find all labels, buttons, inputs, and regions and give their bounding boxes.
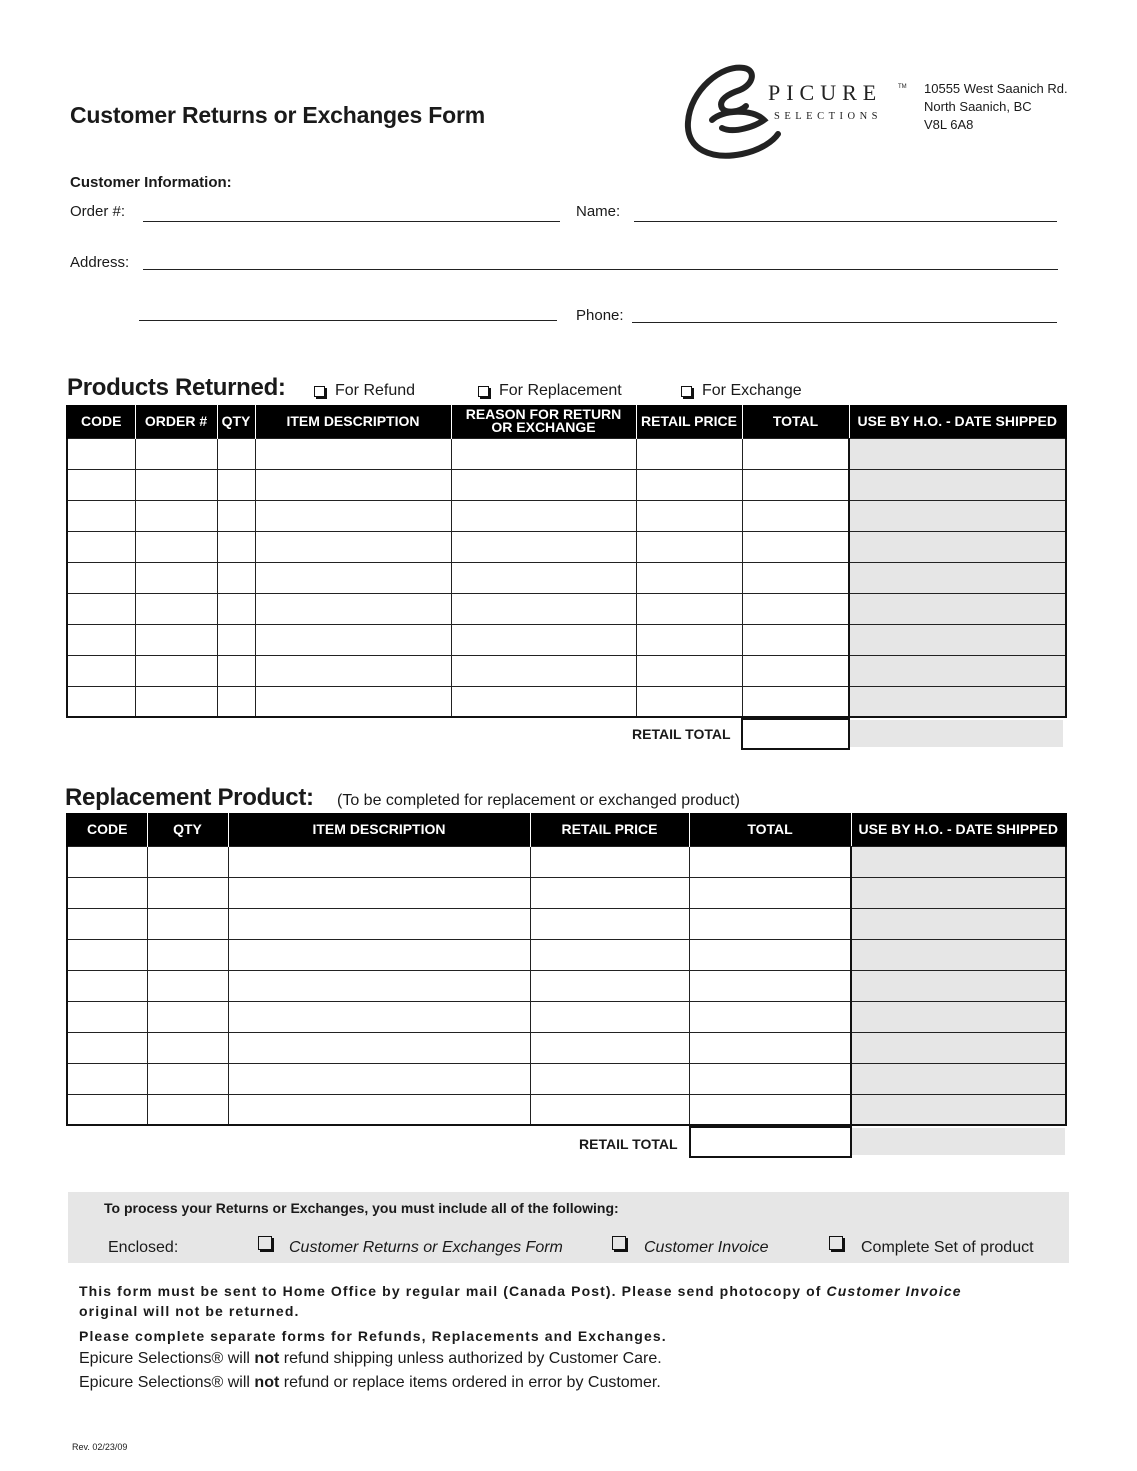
col-header: ORDER # <box>135 405 217 438</box>
col-header: QTY <box>217 405 255 438</box>
col-header: RETAIL PRICE <box>530 813 689 846</box>
table-cell[interactable] <box>67 500 135 531</box>
col-header: USE BY H.O. - DATE SHIPPED <box>851 813 1066 846</box>
table-row <box>67 438 1066 469</box>
table-cell[interactable] <box>228 1032 530 1063</box>
note-original: original will not be returned. <box>79 1303 300 1319</box>
address-line: 10555 West Saanich Rd. <box>924 81 1068 96</box>
table-row <box>67 655 1066 686</box>
table-cell[interactable] <box>135 562 217 593</box>
table-cell[interactable] <box>451 500 636 531</box>
table-cell[interactable] <box>742 593 849 624</box>
col-header: RETAIL PRICE <box>636 405 742 438</box>
table-cell[interactable] <box>135 500 217 531</box>
table-cell[interactable] <box>255 531 451 562</box>
note-invoice: Customer Invoice <box>826 1283 962 1299</box>
table-cell[interactable] <box>530 970 689 1001</box>
table-cell[interactable] <box>67 593 135 624</box>
note-text: This form must be sent to Home Office by regular mail (Canada Post). Please send photocopy of <box>79 1283 827 1299</box>
table-cell[interactable] <box>451 624 636 655</box>
table-row <box>67 877 1066 908</box>
table-row <box>67 1094 1066 1125</box>
table-cell <box>851 1063 1066 1094</box>
table-cell[interactable] <box>135 438 217 469</box>
table-cell[interactable] <box>451 593 636 624</box>
retail-total-field[interactable] <box>689 1126 852 1158</box>
table-cell <box>849 655 1066 686</box>
table-row <box>67 1032 1066 1063</box>
table-cell[interactable] <box>67 531 135 562</box>
table-row <box>67 562 1066 593</box>
note-text: Epicure Selections® will <box>79 1374 255 1391</box>
table-cell[interactable] <box>636 562 742 593</box>
table-cell[interactable] <box>228 1001 530 1032</box>
table-cell[interactable] <box>530 939 689 970</box>
table-cell[interactable] <box>217 469 255 500</box>
table-cell[interactable] <box>217 562 255 593</box>
table-cell[interactable] <box>255 686 451 717</box>
col-header: ITEM DESCRIPTION <box>255 405 451 438</box>
table-cell[interactable] <box>217 655 255 686</box>
table-cell[interactable] <box>636 624 742 655</box>
table-row <box>67 1063 1066 1094</box>
table-cell[interactable] <box>636 686 742 717</box>
name-label: Name: <box>576 203 621 220</box>
table-cell[interactable] <box>689 1032 851 1063</box>
option-label: For Exchange <box>702 382 802 399</box>
table-cell[interactable] <box>742 686 849 717</box>
table-cell[interactable] <box>67 438 135 469</box>
option-refund[interactable] <box>314 382 415 400</box>
order-field[interactable] <box>143 221 560 222</box>
option-exchange[interactable] <box>681 382 802 400</box>
table-cell <box>851 877 1066 908</box>
table-cell <box>851 1094 1066 1125</box>
table-cell[interactable] <box>255 438 451 469</box>
table-cell <box>849 500 1066 531</box>
table-cell[interactable] <box>451 655 636 686</box>
note-text: Epicure Selections® will <box>79 1350 255 1367</box>
col-header: TOTAL <box>689 813 851 846</box>
table-cell[interactable] <box>135 531 217 562</box>
logo-swash <box>688 68 778 156</box>
process-heading: To process your Returns or Exchanges, you must include all of the following: <box>104 1200 619 1216</box>
table-cell[interactable] <box>67 1001 147 1032</box>
table-cell[interactable] <box>451 531 636 562</box>
table-cell[interactable] <box>689 877 851 908</box>
table-cell[interactable] <box>217 438 255 469</box>
table-cell[interactable] <box>742 500 849 531</box>
table-cell <box>849 593 1066 624</box>
checkbox-icon[interactable] <box>829 1236 843 1250</box>
table-cell[interactable] <box>636 531 742 562</box>
table-cell <box>851 908 1066 939</box>
address-line: V8L 6A8 <box>924 117 974 132</box>
table-cell[interactable] <box>255 469 451 500</box>
table-row <box>67 908 1066 939</box>
table-cell[interactable] <box>67 1094 147 1125</box>
note-shipping <box>79 1350 662 1368</box>
note-separate-forms: Please complete separate forms for Refunds, Replacements and Exchanges. <box>79 1328 667 1344</box>
retail-total-label: RETAIL TOTAL <box>579 1136 678 1152</box>
replacement-product-table <box>66 813 1067 1126</box>
ho-use-shade <box>850 720 1063 747</box>
table-cell[interactable] <box>689 1094 851 1125</box>
revision-date: Rev. 02/23/09 <box>72 1442 128 1452</box>
table-cell[interactable] <box>530 1032 689 1063</box>
table-cell[interactable] <box>636 438 742 469</box>
table-cell <box>849 438 1066 469</box>
logo-subtitle: SELECTIONS <box>774 111 882 122</box>
table-cell[interactable] <box>228 1094 530 1125</box>
retail-total-field[interactable] <box>741 718 850 750</box>
phone-field[interactable] <box>632 322 1057 323</box>
table-cell <box>849 469 1066 500</box>
products-returned-table <box>66 405 1067 718</box>
table-cell[interactable] <box>530 1094 689 1125</box>
table-cell[interactable] <box>689 908 851 939</box>
note-bold: not <box>254 1350 280 1367</box>
enclosed-item-invoice: Customer Invoice <box>644 1239 769 1256</box>
table-cell[interactable] <box>147 1032 228 1063</box>
table-cell[interactable] <box>228 970 530 1001</box>
customer-info-heading: Customer Information: <box>70 174 232 191</box>
table-cell[interactable] <box>217 686 255 717</box>
table-cell[interactable] <box>530 908 689 939</box>
table-cell <box>851 939 1066 970</box>
address-field-line1[interactable] <box>143 269 1058 270</box>
table-cell[interactable] <box>451 562 636 593</box>
table-cell[interactable] <box>530 1063 689 1094</box>
col-header: REASON FOR RETURN OR EXCHANGE <box>451 405 636 438</box>
table-cell[interactable] <box>217 624 255 655</box>
table-cell[interactable] <box>689 1063 851 1094</box>
table-cell[interactable] <box>67 686 135 717</box>
table-cell[interactable] <box>451 686 636 717</box>
checkbox-icon[interactable] <box>314 386 325 397</box>
note-text: refund or replace items ordered in error by Customer. <box>279 1374 661 1391</box>
table-row <box>67 970 1066 1001</box>
table-cell[interactable] <box>742 624 849 655</box>
col-header: CODE <box>67 405 135 438</box>
products-returned-heading: Products Returned: <box>67 374 286 401</box>
table-cell[interactable] <box>147 939 228 970</box>
table-cell <box>851 846 1066 877</box>
logo-word: PICURE <box>768 80 883 105</box>
table-cell[interactable] <box>742 531 849 562</box>
note-mail <box>79 1281 962 1301</box>
ho-use-shade <box>852 1128 1065 1155</box>
replacement-note: (To be completed for replacement or exchanged product) <box>337 792 740 809</box>
table-cell[interactable] <box>255 562 451 593</box>
table-cell[interactable] <box>67 970 147 1001</box>
address-line: North Saanich, BC <box>924 99 1032 114</box>
table-cell[interactable] <box>530 1001 689 1032</box>
table-row <box>67 939 1066 970</box>
table-cell <box>849 562 1066 593</box>
checkbox-icon[interactable] <box>478 386 489 397</box>
table-row <box>67 846 1066 877</box>
table-cell[interactable] <box>67 846 147 877</box>
table-cell <box>849 686 1066 717</box>
table-cell[interactable] <box>67 1063 147 1094</box>
table-cell[interactable] <box>255 500 451 531</box>
table-cell[interactable] <box>530 846 689 877</box>
table-row <box>67 469 1066 500</box>
table-cell[interactable] <box>451 438 636 469</box>
col-header: QTY <box>147 813 228 846</box>
table-cell[interactable] <box>217 531 255 562</box>
table-cell[interactable] <box>67 939 147 970</box>
table-row <box>67 593 1066 624</box>
table-cell[interactable] <box>135 469 217 500</box>
enclosed-label: Enclosed: <box>108 1239 179 1256</box>
table-cell <box>851 970 1066 1001</box>
replacement-product-heading: Replacement Product: <box>65 784 314 811</box>
table-cell[interactable] <box>135 655 217 686</box>
col-header: USE BY H.O. - DATE SHIPPED <box>849 405 1066 438</box>
table-cell[interactable] <box>636 469 742 500</box>
order-label: Order #: <box>70 203 126 220</box>
phone-label: Phone: <box>576 307 624 324</box>
table-cell[interactable] <box>67 1032 147 1063</box>
address-label: Address: <box>70 254 130 271</box>
table-cell[interactable] <box>228 908 530 939</box>
table-row <box>67 500 1066 531</box>
col-header: TOTAL <box>742 405 849 438</box>
address-field-line2[interactable] <box>139 320 557 321</box>
retail-total-label: RETAIL TOTAL <box>632 726 731 742</box>
checkbox-icon[interactable] <box>258 1236 272 1250</box>
note-text: refund shipping unless authorized by Customer Care. <box>279 1350 662 1367</box>
table-cell[interactable] <box>228 939 530 970</box>
table-cell[interactable] <box>530 877 689 908</box>
table-cell[interactable] <box>636 500 742 531</box>
table-cell[interactable] <box>217 500 255 531</box>
table-row <box>67 624 1066 655</box>
table-cell <box>849 531 1066 562</box>
table-cell[interactable] <box>636 593 742 624</box>
table-row <box>67 531 1066 562</box>
table-cell[interactable] <box>147 1094 228 1125</box>
checkbox-icon[interactable] <box>681 386 692 397</box>
table-cell[interactable] <box>67 562 135 593</box>
epicure-logo <box>682 60 912 164</box>
table-cell[interactable] <box>67 469 135 500</box>
note-bold: not <box>254 1374 280 1391</box>
company-address <box>924 80 1068 134</box>
table-cell[interactable] <box>67 877 147 908</box>
name-field[interactable] <box>634 221 1057 222</box>
table-cell[interactable] <box>135 593 217 624</box>
logo-tm: TM <box>898 84 907 90</box>
checkbox-icon[interactable] <box>612 1236 626 1250</box>
table-cell[interactable] <box>255 655 451 686</box>
note-error <box>79 1374 661 1392</box>
enclosed-item-product: Complete Set of product <box>861 1239 1034 1256</box>
table-cell[interactable] <box>742 469 849 500</box>
table-cell[interactable] <box>67 908 147 939</box>
table-cell[interactable] <box>451 469 636 500</box>
table-cell[interactable] <box>147 970 228 1001</box>
option-label: For Refund <box>335 382 416 399</box>
table-cell[interactable] <box>67 624 135 655</box>
table-cell[interactable] <box>135 624 217 655</box>
option-replacement[interactable] <box>478 382 622 400</box>
table-cell[interactable] <box>228 846 530 877</box>
enclosed-item-form: Customer Returns or Exchanges Form <box>289 1239 563 1256</box>
table-cell[interactable] <box>689 939 851 970</box>
table-cell <box>851 1032 1066 1063</box>
table-row <box>67 686 1066 717</box>
table-cell[interactable] <box>255 624 451 655</box>
table-cell <box>849 624 1066 655</box>
form-title: Customer Returns or Exchanges Form <box>70 102 485 128</box>
col-header: ITEM DESCRIPTION <box>228 813 530 846</box>
table-cell[interactable] <box>147 877 228 908</box>
table-cell[interactable] <box>689 970 851 1001</box>
table-cell <box>851 1001 1066 1032</box>
table-cell[interactable] <box>228 1063 530 1094</box>
table-cell[interactable] <box>636 655 742 686</box>
table-cell[interactable] <box>135 686 217 717</box>
table-cell[interactable] <box>689 1001 851 1032</box>
table-row <box>67 1001 1066 1032</box>
table-cell[interactable] <box>228 877 530 908</box>
table-cell[interactable] <box>147 908 228 939</box>
table-cell[interactable] <box>689 846 851 877</box>
table-cell[interactable] <box>742 655 849 686</box>
table-cell[interactable] <box>255 593 451 624</box>
option-label: For Replacement <box>499 382 622 399</box>
table-cell[interactable] <box>147 846 228 877</box>
table-cell[interactable] <box>742 438 849 469</box>
table-cell[interactable] <box>742 562 849 593</box>
table-cell[interactable] <box>147 1063 228 1094</box>
table-cell[interactable] <box>67 655 135 686</box>
col-header: CODE <box>67 813 147 846</box>
table-cell[interactable] <box>147 1001 228 1032</box>
table-cell[interactable] <box>217 593 255 624</box>
